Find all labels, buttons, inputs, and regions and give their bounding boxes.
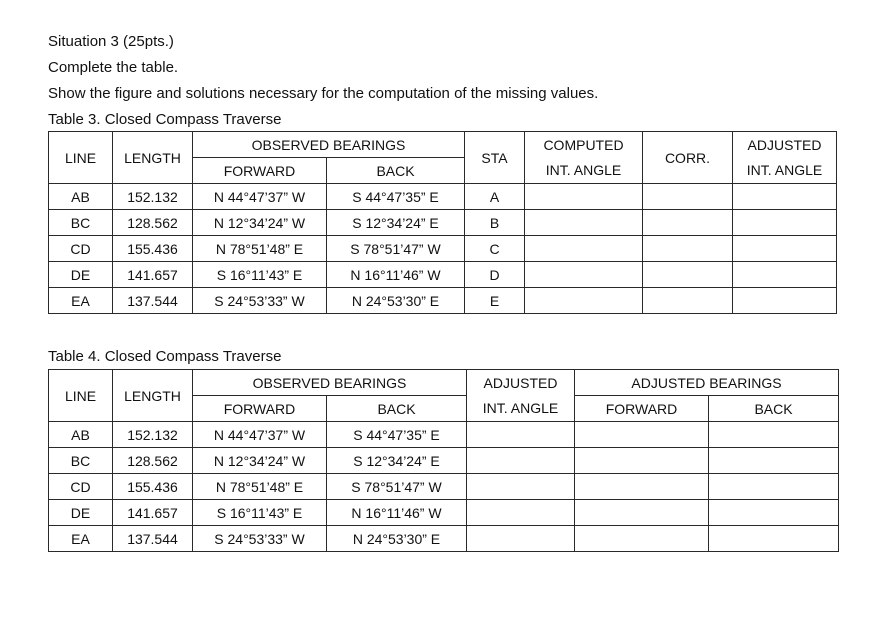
- t4-cell-back: N 24°53’30” E: [327, 526, 467, 552]
- t3-cell-computed-blank[interactable]: [525, 184, 643, 210]
- table4-caption: Table 4. Closed Compass Traverse: [48, 348, 282, 365]
- t4-header-adj-forward: FORWARD: [575, 396, 709, 422]
- t4-cell-length: 155.436: [113, 474, 193, 500]
- t3-cell-back: N 24°53’30” E: [327, 288, 465, 314]
- t3-cell-adjusted-blank[interactable]: [733, 262, 837, 288]
- t4-cell-forward: S 16°11’43” E: [193, 500, 327, 526]
- instruction-show: Show the figure and solutions necessary for the computation of the missing values.: [48, 85, 599, 102]
- t4-cell-length: 137.544: [113, 526, 193, 552]
- table-row: [49, 448, 839, 474]
- t4-cell-adj-back-blank[interactable]: [709, 474, 839, 500]
- t4-cell-adjusted-blank[interactable]: [467, 422, 575, 448]
- t3-cell-adjusted-blank[interactable]: [733, 210, 837, 236]
- t3-cell-adjusted-blank[interactable]: [733, 184, 837, 210]
- t3-cell-sta: D: [465, 262, 525, 288]
- t3-cell-line: CD: [49, 236, 113, 262]
- t4-cell-back: N 16°11’46” W: [327, 500, 467, 526]
- t4-cell-line: EA: [49, 526, 113, 552]
- t4-cell-adj-back-blank[interactable]: [709, 448, 839, 474]
- table-row: [49, 262, 837, 288]
- t3-header-observed-bearings: OBSERVED BEARINGS: [193, 132, 465, 158]
- t3-cell-forward: S 24°53’33” W: [193, 288, 327, 314]
- t3-header-computed-int-angle: INT. ANGLE: [525, 158, 643, 184]
- t4-cell-length: 152.132: [113, 422, 193, 448]
- t3-cell-computed-blank[interactable]: [525, 288, 643, 314]
- t4-cell-forward: S 24°53’33” W: [193, 526, 327, 552]
- t4-header-adjusted-int-angle: INT. ANGLE: [467, 396, 575, 422]
- t4-cell-adjusted-blank[interactable]: [467, 500, 575, 526]
- t4-cell-line: AB: [49, 422, 113, 448]
- t4-cell-forward: N 44°47’37” W: [193, 422, 327, 448]
- t4-cell-adj-forward-blank[interactable]: [575, 474, 709, 500]
- t3-cell-length: 152.132: [113, 184, 193, 210]
- t3-cell-length: 141.657: [113, 262, 193, 288]
- t4-cell-adj-forward-blank[interactable]: [575, 500, 709, 526]
- t3-header-computed: COMPUTED: [525, 132, 643, 158]
- t3-header-corr: CORR.: [643, 132, 733, 184]
- t3-cell-sta: E: [465, 288, 525, 314]
- t4-header-line: LINE: [49, 370, 113, 422]
- t4-header-length: LENGTH: [113, 370, 193, 422]
- t4-cell-adj-forward-blank[interactable]: [575, 448, 709, 474]
- t3-header-line: LINE: [49, 132, 113, 184]
- t3-cell-sta: A: [465, 184, 525, 210]
- t4-cell-forward: N 78°51’48” E: [193, 474, 327, 500]
- t4-cell-forward: N 12°34’24” W: [193, 448, 327, 474]
- table-row: [49, 422, 839, 448]
- t3-header-adjusted: ADJUSTED: [733, 132, 837, 158]
- table-row: [49, 500, 839, 526]
- t4-cell-adj-forward-blank[interactable]: [575, 422, 709, 448]
- table-row: [49, 526, 839, 552]
- t3-cell-line: DE: [49, 262, 113, 288]
- t3-cell-adjusted-blank[interactable]: [733, 236, 837, 262]
- t4-cell-adjusted-blank[interactable]: [467, 474, 575, 500]
- table-row: [49, 236, 837, 262]
- instruction-complete: Complete the table.: [48, 59, 179, 76]
- t4-cell-adj-back-blank[interactable]: [709, 500, 839, 526]
- t3-cell-corr-blank[interactable]: [643, 236, 733, 262]
- t4-header-adjusted-bearings: ADJUSTED BEARINGS: [575, 370, 839, 396]
- t4-cell-length: 128.562: [113, 448, 193, 474]
- table-row: [49, 288, 837, 314]
- t3-cell-forward: N 78°51’48” E: [193, 236, 327, 262]
- t3-cell-line: BC: [49, 210, 113, 236]
- t3-header-forward: FORWARD: [193, 158, 327, 184]
- t3-cell-computed-blank[interactable]: [525, 236, 643, 262]
- t4-header-observed-bearings: OBSERVED BEARINGS: [193, 370, 467, 396]
- t3-cell-back: S 78°51’47” W: [327, 236, 465, 262]
- situation-heading: Situation 3 (25pts.): [48, 33, 174, 50]
- t4-cell-length: 141.657: [113, 500, 193, 526]
- t3-cell-line: AB: [49, 184, 113, 210]
- table-row: [49, 184, 837, 210]
- t3-header-length: LENGTH: [113, 132, 193, 184]
- t3-header-sta: STA: [465, 132, 525, 184]
- t4-cell-back: S 12°34’24” E: [327, 448, 467, 474]
- table3: [48, 131, 837, 314]
- t3-cell-sta: B: [465, 210, 525, 236]
- t4-cell-adj-forward-blank[interactable]: [575, 526, 709, 552]
- t3-cell-adjusted-blank[interactable]: [733, 288, 837, 314]
- t3-cell-back: S 12°34’24” E: [327, 210, 465, 236]
- t3-cell-computed-blank[interactable]: [525, 210, 643, 236]
- t3-cell-length: 155.436: [113, 236, 193, 262]
- t4-header-forward: FORWARD: [193, 396, 327, 422]
- t4-cell-adj-back-blank[interactable]: [709, 422, 839, 448]
- t4-header-adj-back: BACK: [709, 396, 839, 422]
- t4-cell-back: S 78°51’47” W: [327, 474, 467, 500]
- t3-cell-corr-blank[interactable]: [643, 262, 733, 288]
- t4-cell-adj-back-blank[interactable]: [709, 526, 839, 552]
- t4-cell-line: DE: [49, 500, 113, 526]
- t4-cell-back: S 44°47’35” E: [327, 422, 467, 448]
- t3-header-back: BACK: [327, 158, 465, 184]
- t3-cell-corr-blank[interactable]: [643, 210, 733, 236]
- t3-cell-corr-blank[interactable]: [643, 288, 733, 314]
- t4-cell-adjusted-blank[interactable]: [467, 526, 575, 552]
- t3-cell-computed-blank[interactable]: [525, 262, 643, 288]
- t3-cell-forward: N 12°34’24” W: [193, 210, 327, 236]
- t3-cell-line: EA: [49, 288, 113, 314]
- t3-cell-corr-blank[interactable]: [643, 184, 733, 210]
- table-row: [49, 474, 839, 500]
- table-row: [49, 210, 837, 236]
- t3-cell-length: 128.562: [113, 210, 193, 236]
- t4-cell-adjusted-blank[interactable]: [467, 448, 575, 474]
- t3-cell-back: S 44°47’35” E: [327, 184, 465, 210]
- t3-header-adjusted-int-angle: INT. ANGLE: [733, 158, 837, 184]
- t4-cell-line: CD: [49, 474, 113, 500]
- t4-header-adjusted: ADJUSTED: [467, 370, 575, 396]
- t3-cell-length: 137.544: [113, 288, 193, 314]
- t3-cell-sta: C: [465, 236, 525, 262]
- t4-header-back: BACK: [327, 396, 467, 422]
- table4: [48, 369, 839, 552]
- t3-cell-back: N 16°11’46” W: [327, 262, 465, 288]
- table3-caption: Table 3. Closed Compass Traverse: [48, 111, 282, 128]
- t3-cell-forward: N 44°47’37” W: [193, 184, 327, 210]
- t3-cell-forward: S 16°11’43” E: [193, 262, 327, 288]
- t4-cell-line: BC: [49, 448, 113, 474]
